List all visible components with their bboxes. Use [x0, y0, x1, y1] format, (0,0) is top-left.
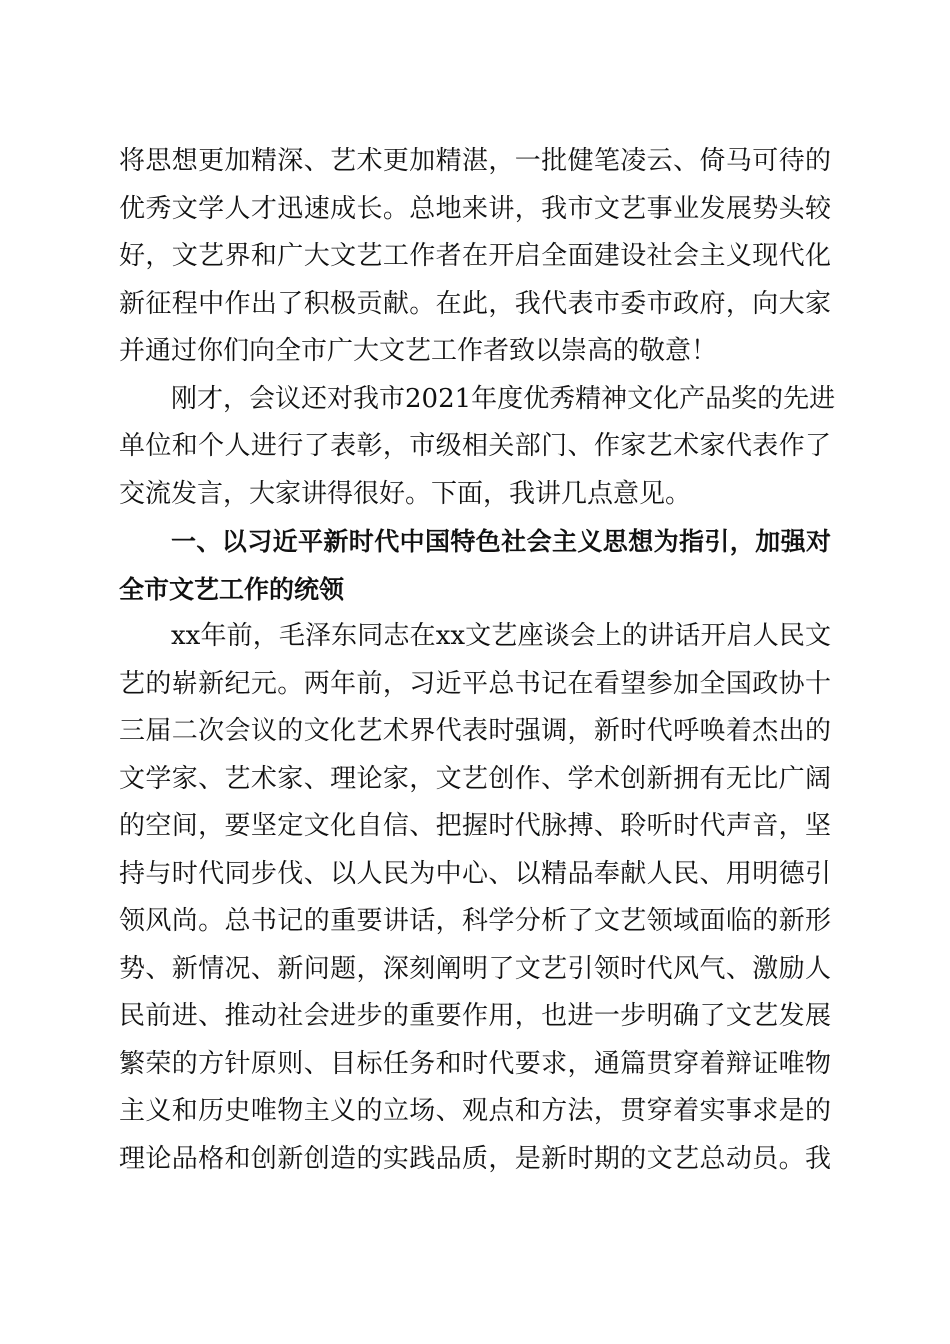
section-heading — [119, 518, 831, 613]
text-line: 文学家、艺术家、理论家，文艺创作、学术创新拥有无比广阔 — [119, 763, 831, 794]
text-line: 的空间，要坚定文化自信、把握时代脉搏、聆听时代声音，坚 — [119, 811, 831, 841]
paragraph-meeting-recap — [119, 376, 836, 519]
heading-line: 一、以习近平新时代中国特色社会主义思想为指引，加强对 — [171, 527, 831, 556]
paragraph-continuation — [119, 138, 831, 376]
text-line: 刚才，会议还对我市2021年度优秀精神文化产品奖的先进 — [171, 383, 836, 414]
text-line: 民前进、推动社会进步的重要作用，也进一步明确了文艺发展 — [119, 1001, 831, 1031]
text-line: 主义和历史唯物主义的立场、观点和方法，贯穿着实事求是的 — [119, 1096, 831, 1126]
text-line: 好，文艺界和广大文艺工作者在开启全面建设社会主义现代化 — [119, 241, 831, 271]
text-line: 繁荣的方针原则、目标任务和时代要求，通篇贯穿着辩证唯物 — [119, 1048, 831, 1079]
text-line: 理论品格和创新创造的实践品质，是新时期的文艺总动员。我 — [119, 1143, 831, 1174]
text-line: 将思想更加精深、艺术更加精湛，一批健笔凌云、倚马可待的 — [119, 146, 831, 176]
paragraph-section-body — [119, 613, 831, 1183]
text-line: 单位和个人进行了表彰，市级相关部门、作家艺术家代表作了 — [119, 431, 831, 461]
text-line: 新征程中作出了积极贡献。在此，我代表市委市政府，向大家 — [119, 288, 831, 319]
text-line: 艺的崭新纪元。两年前，习近平总书记在看望参加全国政协十 — [119, 668, 831, 699]
text-line: 势、新情况、新问题，深刻阐明了文艺引领时代风气、激励人 — [119, 953, 831, 984]
text-line: 优秀文学人才迅速成长。总地来讲，我市文艺事业发展势头较 — [119, 193, 831, 224]
text-line: 并通过你们向全市广大文艺工作者致以崇高的敬意！ — [119, 336, 718, 366]
text-line: 三届二次会议的文化艺术界代表时强调，新时代呼唤着杰出的 — [119, 716, 831, 746]
text-line: 交流发言，大家讲得很好。下面，我讲几点意见。 — [119, 478, 692, 509]
text-line: 领风尚。总书记的重要讲话，科学分析了文艺领域面临的新形 — [119, 906, 831, 936]
heading-line: 全市文艺工作的统领 — [119, 574, 345, 604]
document-page — [119, 138, 836, 1183]
text-line: xx年前，毛泽东同志在xx文艺座谈会上的讲话开启人民文 — [171, 621, 831, 651]
text-line: 持与时代同步伐、以人民为中心、以精品奉献人民、用明德引 — [119, 858, 831, 889]
